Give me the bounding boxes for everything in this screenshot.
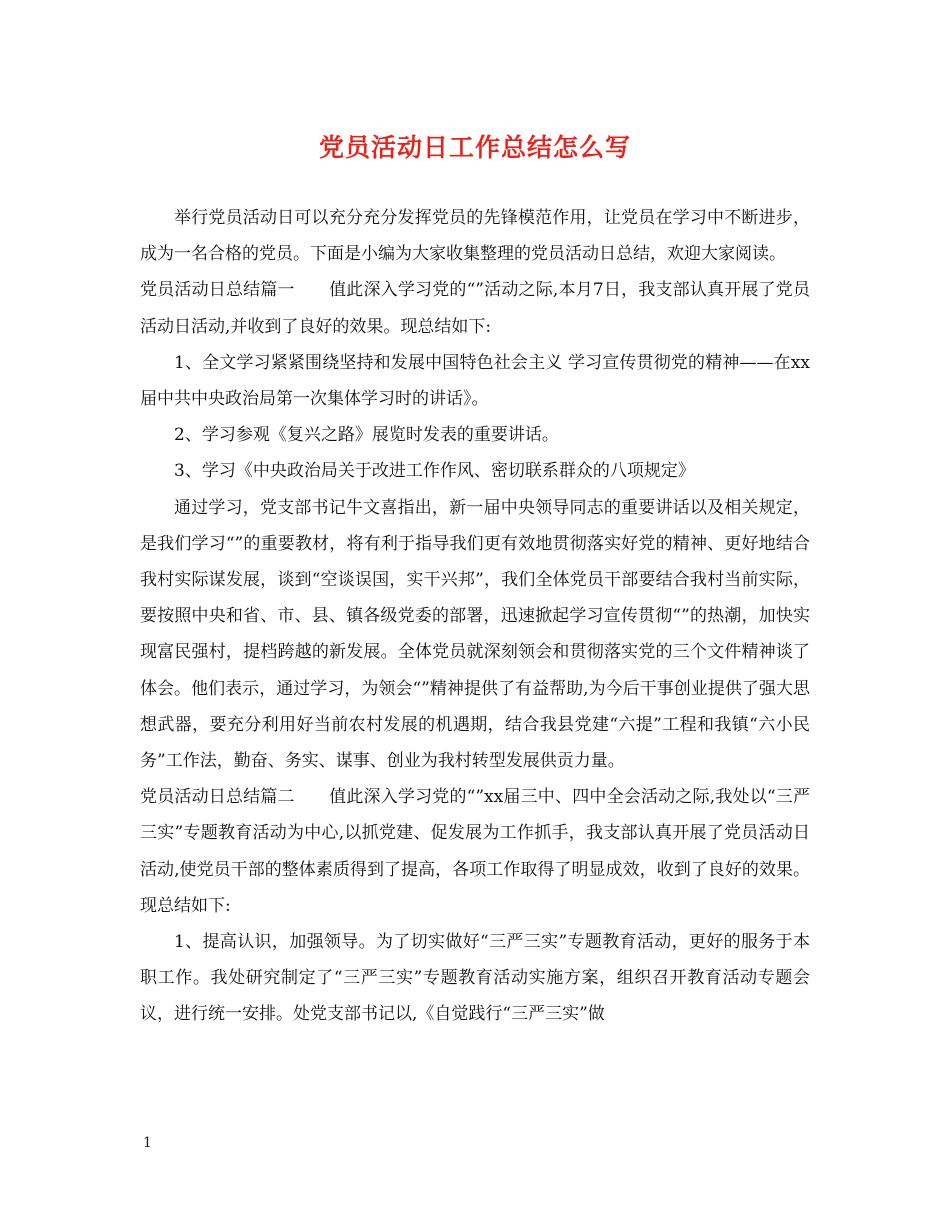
paragraph-item-3: 3、学习《中央政治局关于改进工作作风、密切联系群众的八项规定》 [174,461,695,482]
paragraph-item-1: 1、全文学习紧紧围绕坚持和发展中国特色社会主义 学习宣传贯彻党的精神——在xx届中共中央政治局第一次集体学习时的讲话》。 [140,352,810,410]
page-number: 1 [143,1135,152,1151]
document-title: 党员活动日工作总结怎么写 [318,133,631,162]
paragraph-item-2: 2、学习参观《复兴之路》展览时发表的重要讲话。 [174,425,559,446]
paragraph-section-one-heading: 党员活动日总结篇一 值此深入学习党的“”活动之际,本月7日，我支部认真开展了党员活动日活动,并收到了良好的效果。现总结如下: [140,280,810,337]
document-body [140,200,810,1033]
paragraph-section-two-heading: 党员活动日总结篇二 值此深入学习党的“”xx届三中、四中全会活动之际,我处以“三严三实”专题教育活动为中心,以抓党建、促发展为工作抓手，我支部认真开展了党员活动日活动,使党员干部的整体素质得到了提高，各项工作取得了明显成效，收到了良好的效果。现总结如下: [140,787,810,916]
paragraph-study-summary: 通过学习，党支部书记牛文喜指出，新一届中央领导同志的重要讲话以及相关规定，是我们学习“”的重要教材，将有利于指导我们更有效地贯彻落实好党的精神、更好地结合我村实际谋发展，谈到“空谈误国，实干兴邦”，我们全体党员干部要结合我村当前实际，要按照中央和省、市、县、镇各级党委的部署，迅速掀起学习宣传贯彻“”的热潮，加快实现富民强村，提档跨越的新发展。全体党员就深刻领会和贯彻落实党的三个文件精神谈了体会。他们表示，通过学习，为领会“”精神提供了有益帮助,为今后干事创业提供了强大思想武器，要充分利用好当前农村发展的机遇期，结合我县党建“六提”工程和我镇“六小民务”工作法，勤奋、务实、谋事、创业为我村转型发展供贡力量。 [140,497,810,772]
paragraph-intro: 举行党员活动日可以充分充分发挥党员的先锋模范作用，让党员在学习中不断进步，成为一名合格的党员。下面是小编为大家收集整理的党员活动日总结，欢迎大家阅读。 [140,208,810,265]
paragraph-section-two-item-1: 1、提高认识，加强领导。为了切实做好“三严三实”专题教育活动，更好的服务于本职工作。我处研究制定了“三严三实”专题教育活动实施方案，组织召开教育活动专题会议，进行统一安排。处党支部书记以,《自觉践行“三严三实”做 [140,932,810,1025]
